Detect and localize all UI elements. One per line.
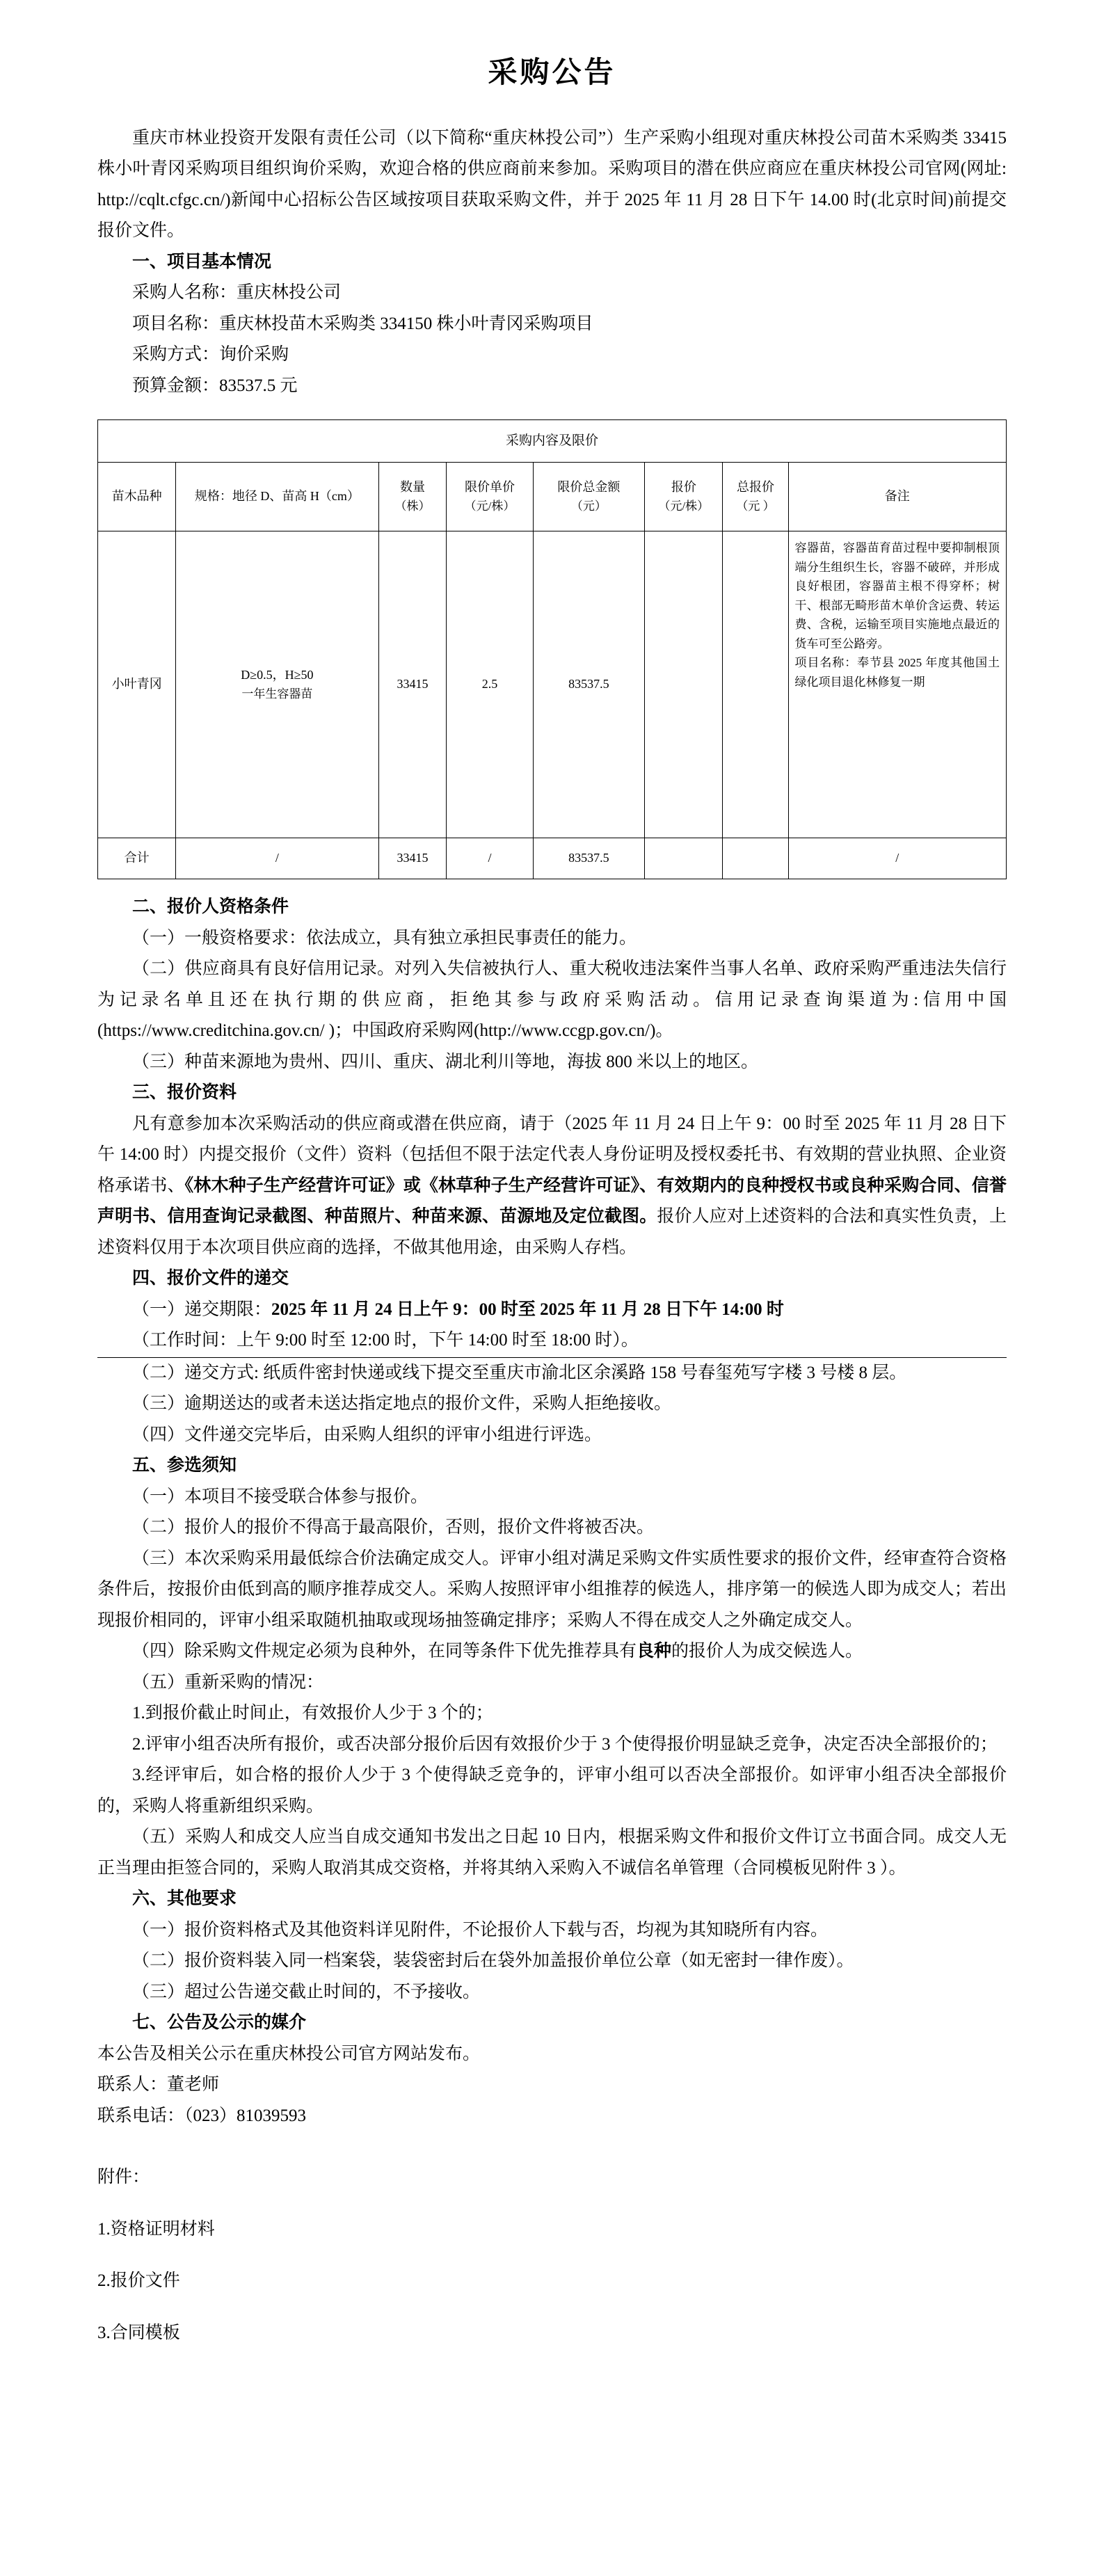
table-row	[98, 531, 1007, 838]
column-header-total-limit	[533, 463, 645, 531]
section-5-item-1: （一）本项目不接受联合体参与报价。	[132, 1487, 429, 1506]
cell-total-limit: 83537.5	[533, 531, 645, 838]
page-title: 采购公告	[488, 57, 616, 89]
cell-quantity: 33415	[378, 531, 447, 838]
section-3-body-part1: 凡有意参加本次采购活动的供应商或潜在供应商，请于（2025 年 11 月 24 日上午 9：00 时至 2025 年 11 月 28 日下午 14:00 时）内提交报价（文件）资料（包括但不限于法定代表人身份证明及授权委托书、有效期的营业执照、企业资格承诺书、	[97, 1114, 1007, 1195]
procurement-method-line	[97, 339, 1007, 371]
buyer-name-label: 采购人名称：	[132, 283, 237, 303]
column-header-total-quote-unit: （元 ）	[736, 499, 775, 513]
section-3-body-part2: 报价人应对上述资料的合法和真实性负责，上述资料仅用于本次项目供应商的选择，不做其他用途，由采购人存档。	[97, 1207, 1007, 1257]
section-5-item-4	[97, 1636, 1007, 1667]
section-6-item-2: （二）报价资料装入同一档案袋，装袋密封后在袋外加盖报价单位公章（如无密封一律作废）。	[132, 1951, 854, 1971]
section-5-item-3: （三）本次采购采用最低综合价法确定成交人。评审小组对满足采购文件实质性要求的报价文件，经审查符合资格条件后，按报价由低到高的顺序推荐成交人。采购人按照评审小组推荐的候选人，排序第一的候选人即为成交人；若出现报价相同的，评审小组采取随机抽取或现场抽签确定排序；采购人不得在成交人之外确定成交人。	[97, 1549, 1007, 1630]
column-header-species	[98, 463, 176, 531]
cell-remark-paragraph-1: 容器苗，容器苗育苗过程中要抑制根顶端分生组织生长，容器不破碎，并形成良好根团，容器苗主根不得穿杯；树干、根部无畸形苗木单价含运费、转运费、含税，运输至项目实施地点最近的货车可至公路旁。	[794, 541, 1000, 650]
column-header-unit-price-label: 限价单价	[465, 479, 515, 494]
section-3-heading: 三、报价资料	[132, 1083, 237, 1103]
section-5-item-5-heading: （五）重新采购的情况：	[132, 1672, 324, 1692]
section-5-item-5-1: 1.到报价截止时间止，有效报价人少于 3 个的；	[132, 1704, 493, 1723]
table-header-row	[98, 463, 1007, 531]
column-header-unit-price-unit: （元/株）	[464, 499, 515, 513]
spacer	[97, 2131, 1007, 2162]
section-5-item-4-bold: 良种	[637, 1642, 672, 1661]
budget-label: 预算金额：	[132, 376, 220, 395]
total-label: 合计	[98, 838, 176, 879]
cell-unit-price: 2.5	[447, 531, 533, 838]
total-remark: /	[788, 838, 1006, 879]
budget-value: 83537.5 元	[219, 376, 298, 395]
section-6-heading: 六、其他要求	[132, 1889, 237, 1909]
section-5-item-6: （五）采购人和成交人应当自成交通知书发出之日起 10 日内，根据采购文件和报价文件订立书面合同。成交人无正当理由拒签合同的，采购人取消其成交资格，并将其纳入采购入不诚信名单管理（合同模板见附件 3 ）。	[97, 1827, 1007, 1878]
column-header-remark-label: 备注	[884, 489, 910, 504]
attachments-heading: 附件：	[97, 2168, 150, 2187]
column-header-total-limit-label: 限价总金额	[557, 479, 621, 494]
column-header-quantity-label: 数量	[400, 479, 426, 494]
section-5-item-5-3: 3.经评审后，如合格的报价人少于 3 个使得缺乏竞争的，评审小组可以否决全部报价。如评审小组否决全部报价的，采购人将重新组织采购。	[97, 1766, 1007, 1816]
spacer	[97, 2297, 1007, 2318]
table-caption: 采购内容及限价	[98, 420, 1007, 463]
column-header-quote-label: 报价	[671, 479, 696, 494]
column-header-remark	[788, 463, 1006, 531]
buyer-name-line	[97, 278, 1007, 309]
section-5-item-4-post: 的报价人为成交候选人。	[671, 1642, 863, 1661]
section-2-heading: 二、报价人资格条件	[132, 897, 289, 917]
total-total-quote	[723, 838, 788, 879]
column-header-total-quote	[723, 463, 788, 531]
section-4-item-1	[97, 1295, 1007, 1358]
cell-spec	[176, 531, 378, 838]
section-5-item-4-pre: （四）除采购文件规定必须为良种外，在同等条件下优先推荐具有	[132, 1642, 637, 1661]
section-4-item-1-label: （一）递交期限：	[132, 1299, 272, 1319]
cell-spec-line1: D≥0.5，H≥50	[241, 667, 314, 682]
contact-person: 联系人：董老师	[97, 2075, 220, 2095]
attachment-item-2[interactable]: 2.报价文件	[97, 2271, 180, 2291]
section-5-item-2: （二）报价人的报价不得高于最高限价，否则，报价文件将被否决。	[132, 1518, 655, 1537]
section-3-body	[97, 1109, 1007, 1264]
project-name-line	[97, 309, 1007, 340]
column-header-spec	[176, 463, 378, 531]
attachment-item-1[interactable]: 1.资格证明材料	[97, 2219, 215, 2239]
cell-species: 小叶青冈	[98, 531, 176, 838]
column-header-quantity-unit: （株）	[394, 499, 431, 513]
section-1-heading: 一、项目基本情况	[132, 252, 272, 271]
section-5-item-5-2: 2.评审小组否决所有报价，或否决部分报价后因有效报价少于 3 个使得报价明显缺乏竞争，决定否决全部报价的；	[132, 1734, 998, 1754]
column-header-total-quote-label: 总报价	[737, 479, 774, 494]
section-2-item-3: （三）种苗来源地为贵州、四川、重庆、湖北利川等地，海拔 800 米以上的地区。	[132, 1052, 759, 1071]
procurement-method-label: 采购方式：	[132, 345, 220, 365]
cell-total-quote[interactable]	[723, 531, 788, 838]
section-7-body: 本公告及相关公示在重庆林投公司官方网站发布。	[97, 2044, 481, 2063]
total-total-limit: 83537.5	[533, 838, 645, 879]
section-4-item-1-value: 2025 年 11 月 24 日上午 9：00 时至 2025 年 11 月 28 日下午 14:00 时	[271, 1299, 784, 1319]
spacer	[97, 2193, 1007, 2214]
section-6-item-3: （三）超过公告递交截止时间的，不予接收。	[132, 1982, 481, 2001]
table-caption-row	[98, 420, 1007, 463]
total-unit-price: /	[447, 838, 533, 879]
section-4-item-3: （三）逾期送达的或者未送达指定地点的报价文件，采购人拒绝接收。	[132, 1394, 672, 1414]
contact-phone: 联系电话：（023）81039593	[97, 2106, 307, 2125]
column-header-quantity	[378, 463, 447, 531]
intro-paragraph: 重庆市林业投资开发限有责任公司（以下简称“重庆林投公司”）生产采购小组现对重庆林投公司苗木采购类 33415 株小叶青冈采购项目组织询价采购，欢迎合格的供应商前来参加。采购项目的潜在供应商应在重庆林投公司官网(网址: http://cqlt.cfgc.cn/)新闻中心招标公告区域按项目获取采购文件，并于 2025 年 11 月 28 日下午 14.00 时(北京时间)前提交报价文件。	[97, 128, 1007, 241]
section-4-item-1-note: （工作时间：上午 9:00 时至 12:00 时，下午 14:00 时至 18:00 时）。	[97, 1325, 1007, 1358]
attachment-item-3[interactable]: 3.合同模板	[97, 2323, 180, 2342]
column-header-quote	[645, 463, 723, 531]
section-2-item-1: （一）一般资格要求：依法成立，具有独立承担民事责任的能力。	[132, 928, 637, 947]
section-4-item-4: （四）文件递交完毕后，由采购人组织的评审小组进行评选。	[132, 1425, 602, 1444]
buyer-name-value: 重庆林投公司	[237, 283, 342, 303]
spacer	[97, 2245, 1007, 2266]
section-4-heading: 四、报价文件的递交	[132, 1269, 289, 1288]
total-quote	[645, 838, 723, 879]
section-5-heading: 五、参选须知	[132, 1456, 237, 1475]
procurement-table	[97, 419, 1007, 879]
cell-remark	[788, 531, 1006, 838]
column-header-unit-price	[447, 463, 533, 531]
cell-spec-line2: 一年生容器苗	[241, 687, 313, 701]
section-2-item-2: （二）供应商具有良好信用记录。对列入失信被执行人、重大税收违法案件当事人名单、政府采购严重违法失信行为记录名单且还在执行期的供应商，拒绝其参与政府采购活动。信用记录查询渠道为:信用中国(https://www.creditchina.gov.cn/ )；中国政府采购网(http://www.ccgp.gov.cn/)。	[97, 959, 1007, 1041]
project-name-value: 重庆林投苗木采购类 334150 株小叶青冈采购项目	[219, 314, 593, 333]
procurement-method-value: 询价采购	[219, 345, 289, 365]
column-header-spec-label: 规格：地径 D、苗高 H（cm）	[194, 489, 360, 504]
total-quantity: 33415	[378, 838, 447, 879]
project-name-label: 项目名称：	[132, 314, 220, 333]
column-header-quote-unit: （元/株）	[658, 499, 710, 513]
column-header-species-label: 苗木品种	[111, 489, 162, 504]
column-header-total-limit-unit: （元）	[570, 499, 607, 513]
section-7-heading: 七、公告及公示的媒介	[132, 2013, 307, 2033]
cell-quote[interactable]	[645, 531, 723, 838]
cell-remark-paragraph-2: 项目名称：奉节县 2025 年度其他国土绿化项目退化林修复一期	[794, 656, 1000, 689]
budget-line	[97, 371, 1007, 402]
section-4-item-2: （二）递交方式: 纸质件密封快递或线下提交至重庆市渝北区余溪路 158 号春玺苑写字楼 3 号楼 8 层。	[132, 1363, 907, 1382]
section-6-item-1: （一）报价资料格式及其他资料详见附件，不论报价人下载与否，均视为其知晓所有内容。	[132, 1920, 829, 1939]
total-spec: /	[176, 838, 378, 879]
table-total-row	[98, 838, 1007, 879]
section-3-body-bold: 《林木种子生产经营许可证》或《林草种子生产经营许可证》、有效期内的良种授权书或良种采购合同、信誉声明书、信用查询记录截图、种苗照片、种苗来源、苗源地及定位截图。	[97, 1176, 1007, 1226]
